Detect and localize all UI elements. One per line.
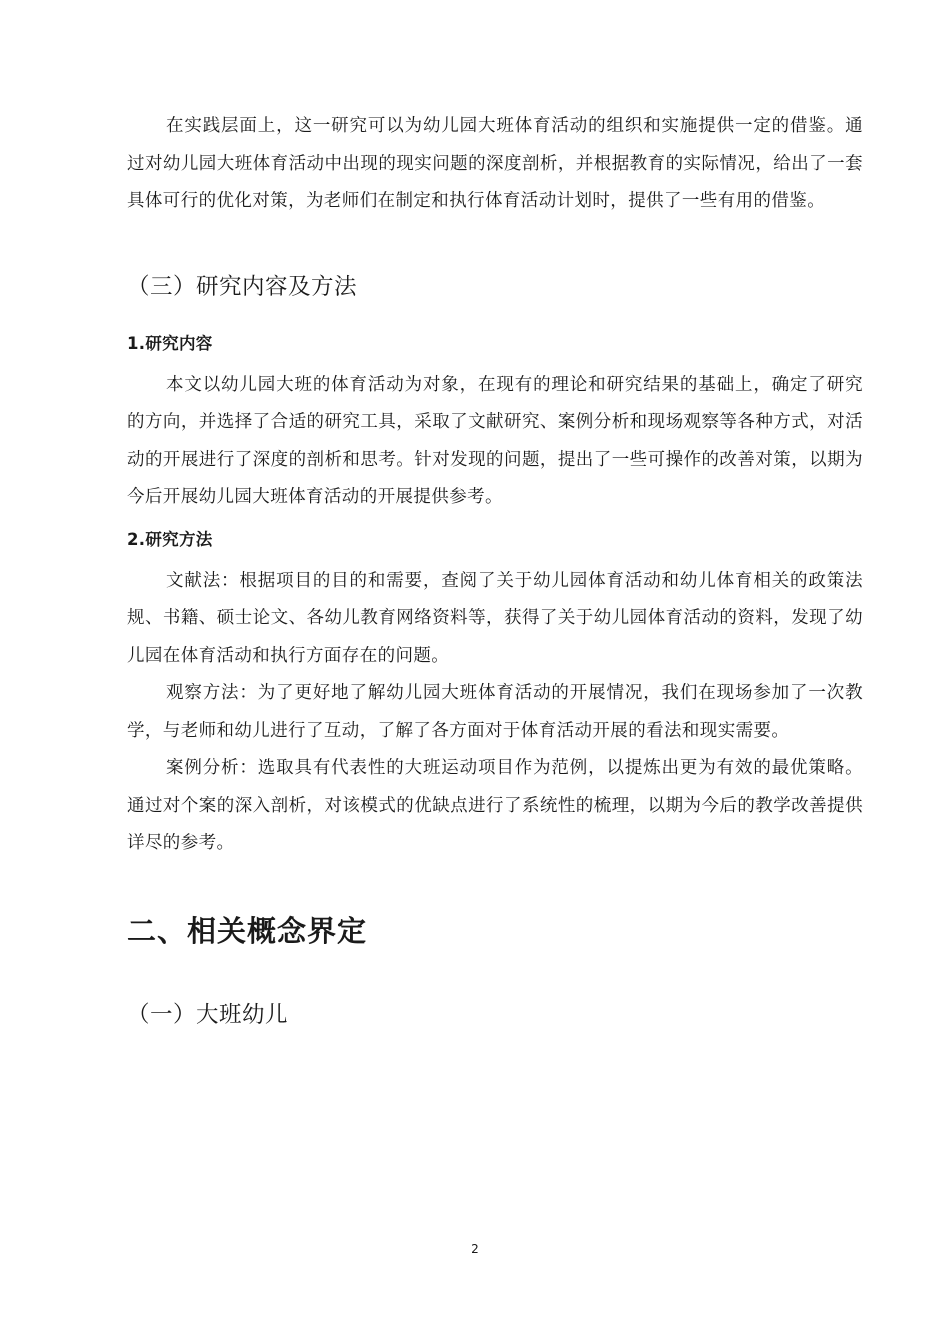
page-content — [127, 108, 863, 1035]
paragraph-observation-method: 观察方法：为了更好地了解幼儿园大班体育活动的开展情况，我们在现场参加了一次教学，与老师和幼儿进行了互动，了解了各方面对于体育活动开展的看法和现实需要。 — [127, 683, 863, 741]
page-number: 2 — [471, 1242, 479, 1256]
section-heading-senior-class-children: （一）大班幼儿 — [127, 1001, 289, 1028]
paragraph-literature-method: 文献法：根据项目的目的和需要，查阅了关于幼儿园体育活动和幼儿体育相关的政策法规、书籍、硕士论文、各幼儿教育网络资料等，获得了关于幼儿园体育活动的资料，发现了幼儿园在体育活动和执行方面存在的问题。 — [127, 570, 863, 666]
paragraph-practical-significance: 在实践层面上，这一研究可以为幼儿园大班体育活动的组织和实施提供一定的借鉴。通过对幼儿园大班体育活动中出现的现实问题的深度剖析，并根据教育的实际情况，给出了一套具体可行的优化对策，为老师们在制定和执行体育活动计划时，提供了一些有用的借鉴。 — [127, 116, 863, 211]
subheading-research-methods: 2.研究方法 — [127, 529, 213, 549]
chapter-heading-concept-definition: 二、相关概念界定 — [127, 913, 368, 948]
paragraph-research-content: 本文以幼儿园大班的体育活动为对象，在现有的理论和研究结果的基础上，确定了研究的方向，并选择了合适的研究工具，采取了文献研究、案例分析和现场观察等各种方式，对活动的开展进行了深度的剖析和思考。针对发现的问题，提出了一些可操作的改善对策，以期为今后开展幼儿园大班体育活动的开展提供参考。 — [127, 374, 863, 507]
paragraph-case-analysis-method: 案例分析：选取具有代表性的大班运动项目作为范例，以提炼出更为有效的最优策略。通过对个案的深入剖析，对该模式的优缺点进行了系统性的梳理，以期为今后的教学改善提供详尽的参考。 — [127, 758, 863, 853]
section-heading-research-content-methods: （三）研究内容及方法 — [127, 273, 358, 300]
subheading-research-content: 1.研究内容 — [127, 333, 213, 353]
